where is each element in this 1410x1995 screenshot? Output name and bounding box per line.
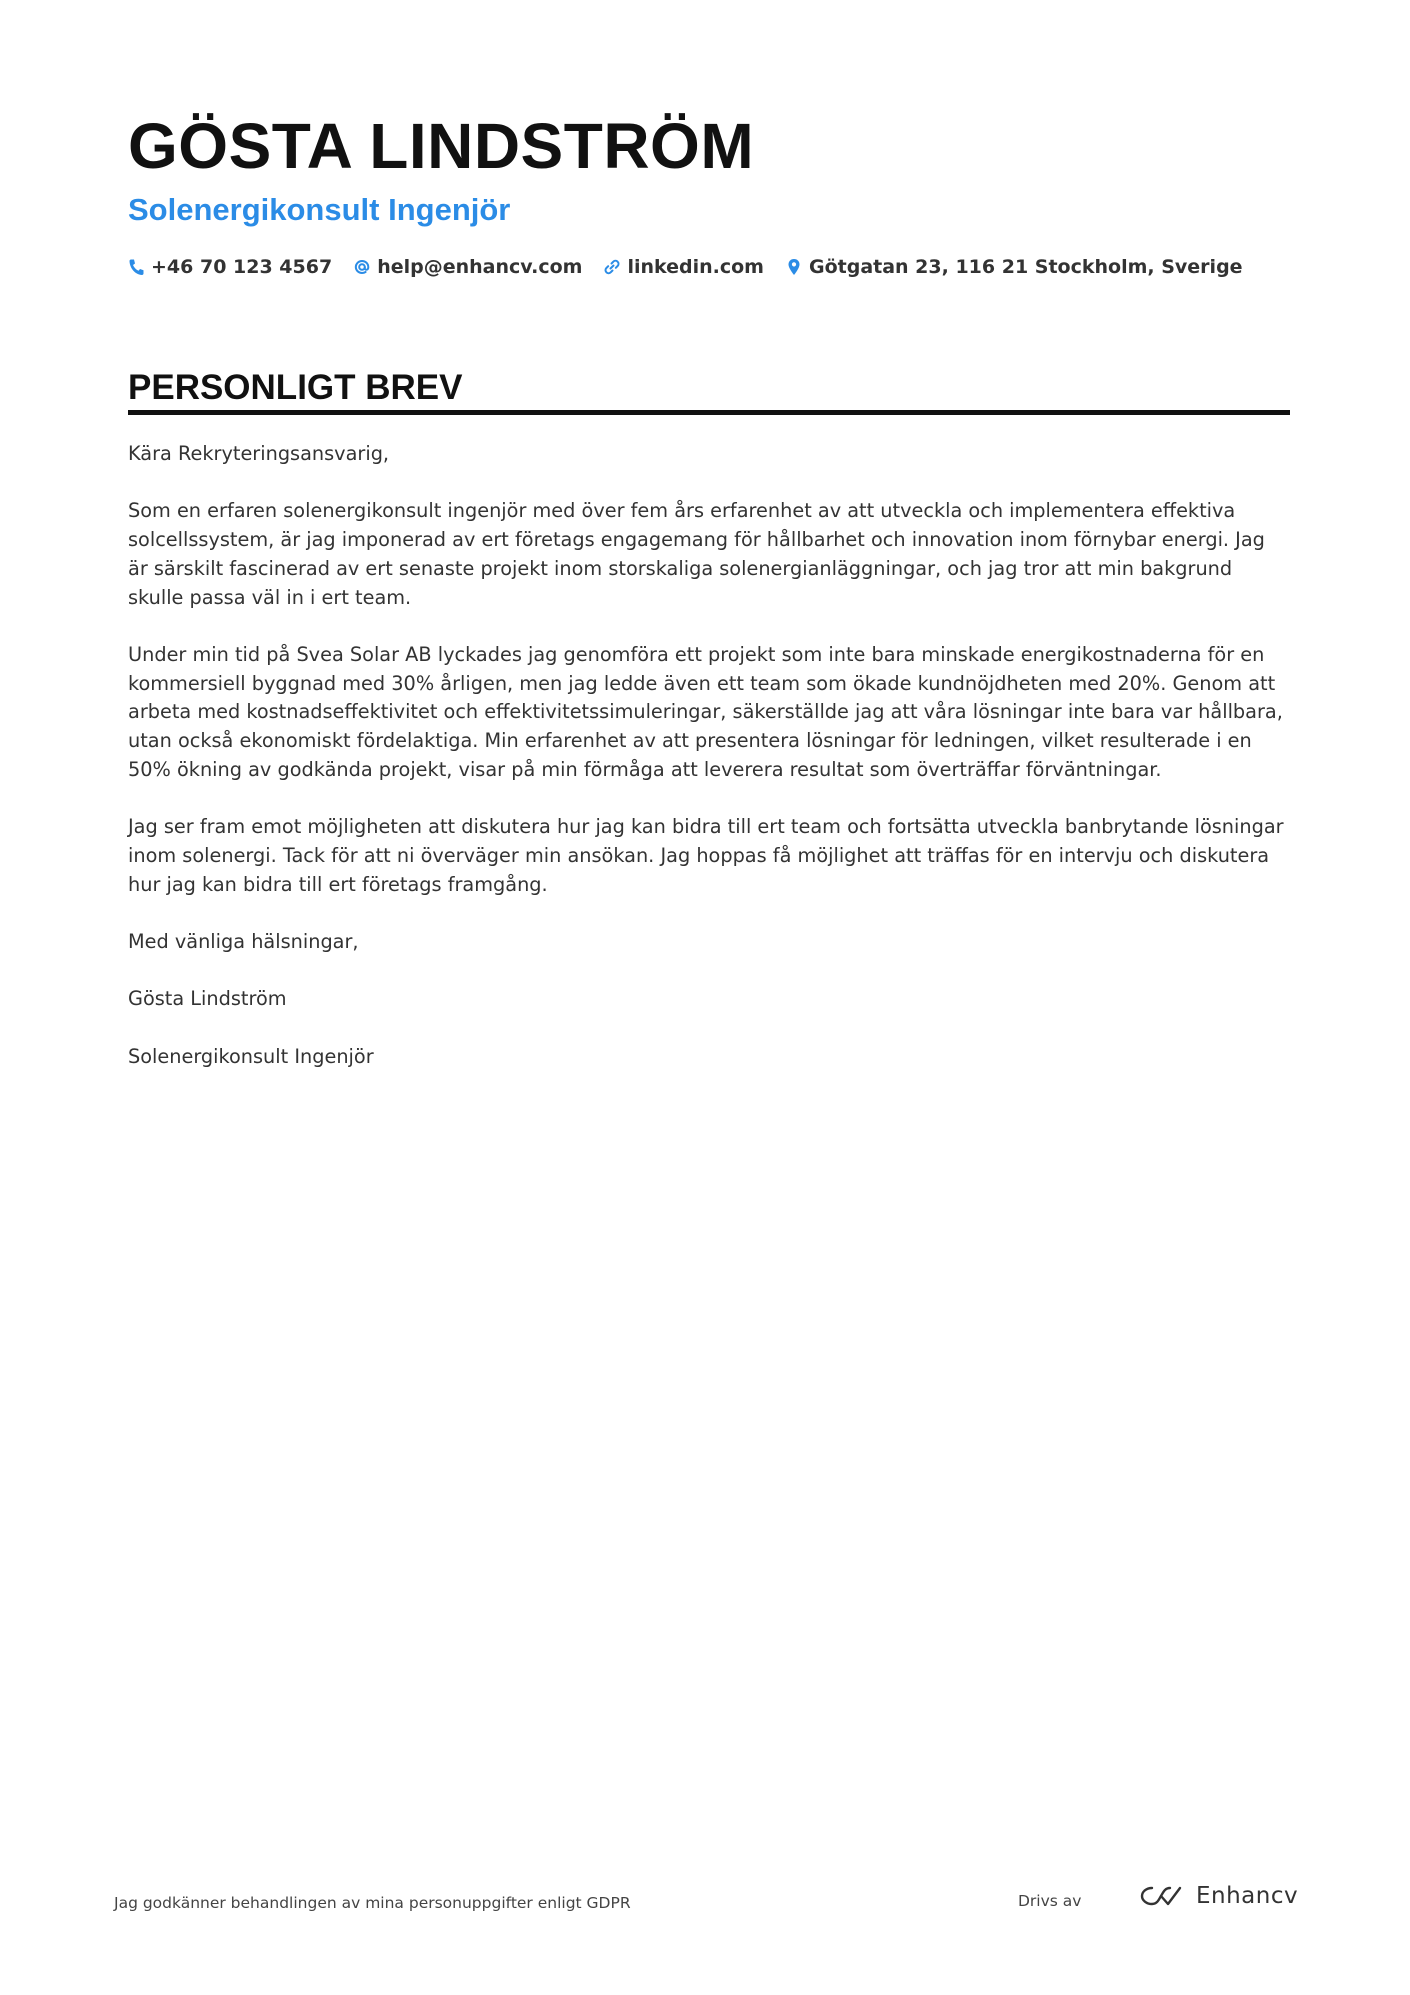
section-title: PERSONLIGT BREV [128, 368, 463, 407]
email-text: help@enhancv.com [377, 256, 583, 278]
candidate-name: GÖSTA LINDSTRÖM [128, 110, 755, 182]
signature-title: Solenergikonsult Ingenjör [128, 1044, 374, 1068]
address-text: Götgatan 23, 116 21 Stockholm, Sverige [808, 256, 1243, 278]
letter-paragraph: Som en erfaren solenergikonsult ingenjör med över fem års erfarenhet av att utveckla och implementera effektiva solcellssystem, är jag imponerad av ert företags engagemang för hållbarhet och innovation inom förnybar energi. Jag är särskilt fascinerad av ert senaste projekt inom storskaliga solenergianläggningar, och jag tror att min bakgrund skulle passa väl in i ert team. [128, 499, 1265, 609]
enhancv-logo-icon [1138, 1882, 1184, 1910]
website-text: linkedin.com [627, 256, 764, 278]
signature-name: Gösta Lindström [128, 987, 287, 1011]
location-pin-icon [786, 258, 802, 276]
letter-closing: Med vänliga hälsningar, [128, 929, 359, 953]
contact-email [354, 252, 582, 282]
contact-phone [128, 252, 332, 282]
phone-icon [128, 258, 144, 276]
candidate-title: Solenergikonsult Ingenjör [128, 192, 511, 227]
section-divider [128, 410, 1290, 415]
gdpr-consent: Jag godkänner behandlingen av mina personuppgifter enligt GDPR [114, 1894, 631, 1912]
letter-paragraph: Under min tid på Svea Solar AB lyckades jag genomföra ett projekt som inte bara minskade energikostnaderna för en kommersiell byggnad med 30% årligen, men jag ledde även ett team som ökade kundnöjdheten med 20%. Genom att arbeta med kostnadseffektivitet och effektivitetssimuleringar, säkerställde jag att våra lösningar inte bara var hållbara, utan också ekonomiskt fördelaktiga. Min erfarenhet av att presentera lösningar för ledningen, vilket resulterade i en 50% ökning av godkända projekt, visar på min förmåga att leverera resultat som överträffar förväntningar. [128, 642, 1283, 781]
contact-address [786, 252, 1243, 282]
brand-name: Enhancv [1196, 1883, 1299, 1909]
contact-bar [128, 252, 1265, 282]
letter-paragraph: Jag ser fram emot möjligheten att diskutera hur jag kan bidra till ert team och fortsätta utveckla banbrytande lösningar inom solenergi. Tack för att ni överväger min ansökan. Jag hoppas få möjlighet att träffas för en intervju och diskutera hur jag kan bidra till ert företags framgång. [128, 815, 1284, 896]
letter-body [128, 440, 1290, 1100]
powered-by-label: Drivs av [1018, 1892, 1082, 1910]
link-icon [604, 258, 620, 276]
at-icon [354, 258, 370, 276]
phone-text: +46 70 123 4567 [151, 256, 333, 278]
contact-website [604, 252, 764, 282]
brand-logo[interactable] [1138, 1882, 1298, 1910]
letter-greeting: Kära Rekryteringsansvarig, [128, 442, 390, 465]
